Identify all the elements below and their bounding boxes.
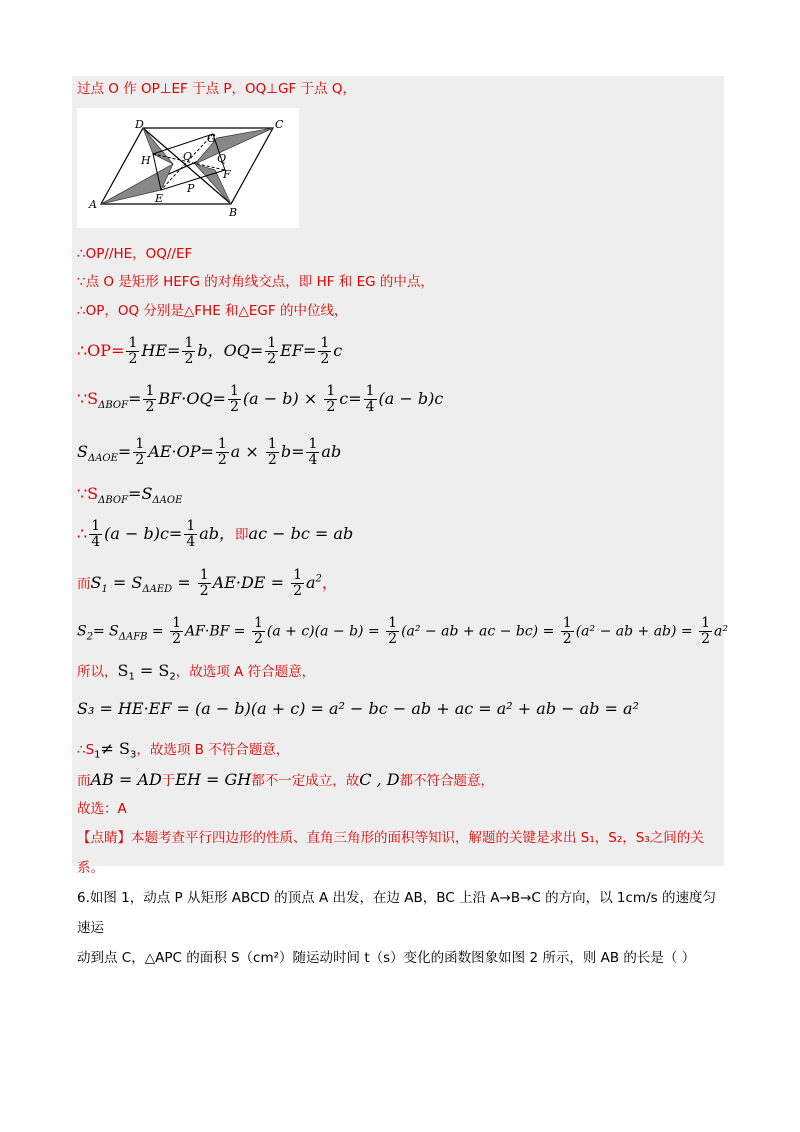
label-H: H (141, 154, 151, 167)
conclusion-ab-ad: 而AB = AD于EH = GH都不一定成立，故C , D都不符合题意， (77, 770, 495, 789)
label-B: B (229, 206, 238, 219)
label-F: F (223, 168, 231, 181)
label-E: E (155, 192, 164, 205)
label-D: D (135, 118, 144, 131)
label-A: A (89, 198, 97, 211)
median-statement: ∴OP，OQ 分别是△FHE 和△EGF 的中位线， (77, 303, 348, 319)
equation-op-oq: ∴OP= $\frac{1}{2}$ HE= $\frac{1}{2}$ b，OQ= $\frac{1}{2}$ EF= $\frac{1}{2}$ c (77, 335, 343, 367)
conclusion-s1-s2: 所以，$S_1 = S_2$，故选项 A 符合题意， (77, 661, 316, 683)
parallel-statement: ∴OP//HE，OQ//EF (77, 246, 193, 262)
equation-equal-areas: $\because S_{\Delta BOF}=S_{\Delta AOE}$ (77, 484, 183, 507)
label-Q: Q (217, 152, 227, 165)
label-G: G (207, 132, 216, 145)
comment-tag: 【点睛】 (77, 830, 131, 846)
label-P: P (187, 182, 195, 195)
equation-area-aoe: $S_{\Delta AOE}=$ $\frac{1}{2}$ AE·OP= $\frac{1}{2}$ a × $\frac{1}{2}$ b= $\frac{1}{4}$ ab (77, 436, 342, 468)
construction-line: 过点 O 作 OP⊥EF 于点 P，OQ⊥GF 于点 Q， (77, 81, 356, 97)
equation-ac-bc: ∴ $\frac{1}{4}$ (a − b)c= $\frac{1}{4}$ ab，即ac − bc = ab (77, 518, 354, 550)
equation-s1: 而$S_1 = S_{\Delta AED}$ = $\frac{1}{2}$ AE·DE = $\frac{1}{2}$ $a^2$， (77, 567, 338, 599)
parallelogram-diagram (77, 108, 299, 228)
comment-paragraph: 【点睛】本题考查平行四边形的性质、直角三角形的面积等知识，解题的关键是求出 S₁，S₂，S₃之间的关 系。 (77, 830, 704, 876)
label-C: C (275, 118, 284, 131)
answer-line: 故选：A (77, 801, 127, 817)
conclusion-s1-s3: $\therefore S_1\ne S_3$，故选项 B 不符合题意， (77, 739, 290, 761)
equation-s3: S₃ = HE·EF = (a − b)(a + c) = a² − bc − ab + ac = a² + ab − ab = a² (77, 699, 639, 718)
equation-s2: $S_2= S_{\Delta AFB}$ = $\frac{1}{2}$ AF·BF = $\frac{1}{2}$ (a + c)(a − b) = $\frac{1}{2}$ (a² − ab + ac − bc) = $\frac{1}{2}$ (a² − ab + ab) = $\frac{1}{2}$ a² (77, 615, 728, 647)
question-6: 6.如图 1，动点 P 从矩形 ABCD 的顶点 A 出发，在边 AB，BC 上沿 A→B→C 的方向，以 1cm/s 的速度匀速运 动到点 C，△APC 的面积 S（cm²）随运动时间 t（s）变化的函数图象如图 2 所示，则 AB 的长是（ ） (77, 890, 716, 966)
midpoint-statement: ∵点 O 是矩形 HEFG 的对角线交点，即 HF 和 EG 的中点， (77, 274, 434, 290)
label-O: O (183, 150, 193, 163)
equation-area-bof: $\because S_{\Delta BOF}=$ $\frac{1}{2}$ BF·OQ= $\frac{1}{2}$ (a − b) × $\frac{1}{2}$ c= $\frac{1}{4}$ (a − b)c (77, 383, 444, 415)
